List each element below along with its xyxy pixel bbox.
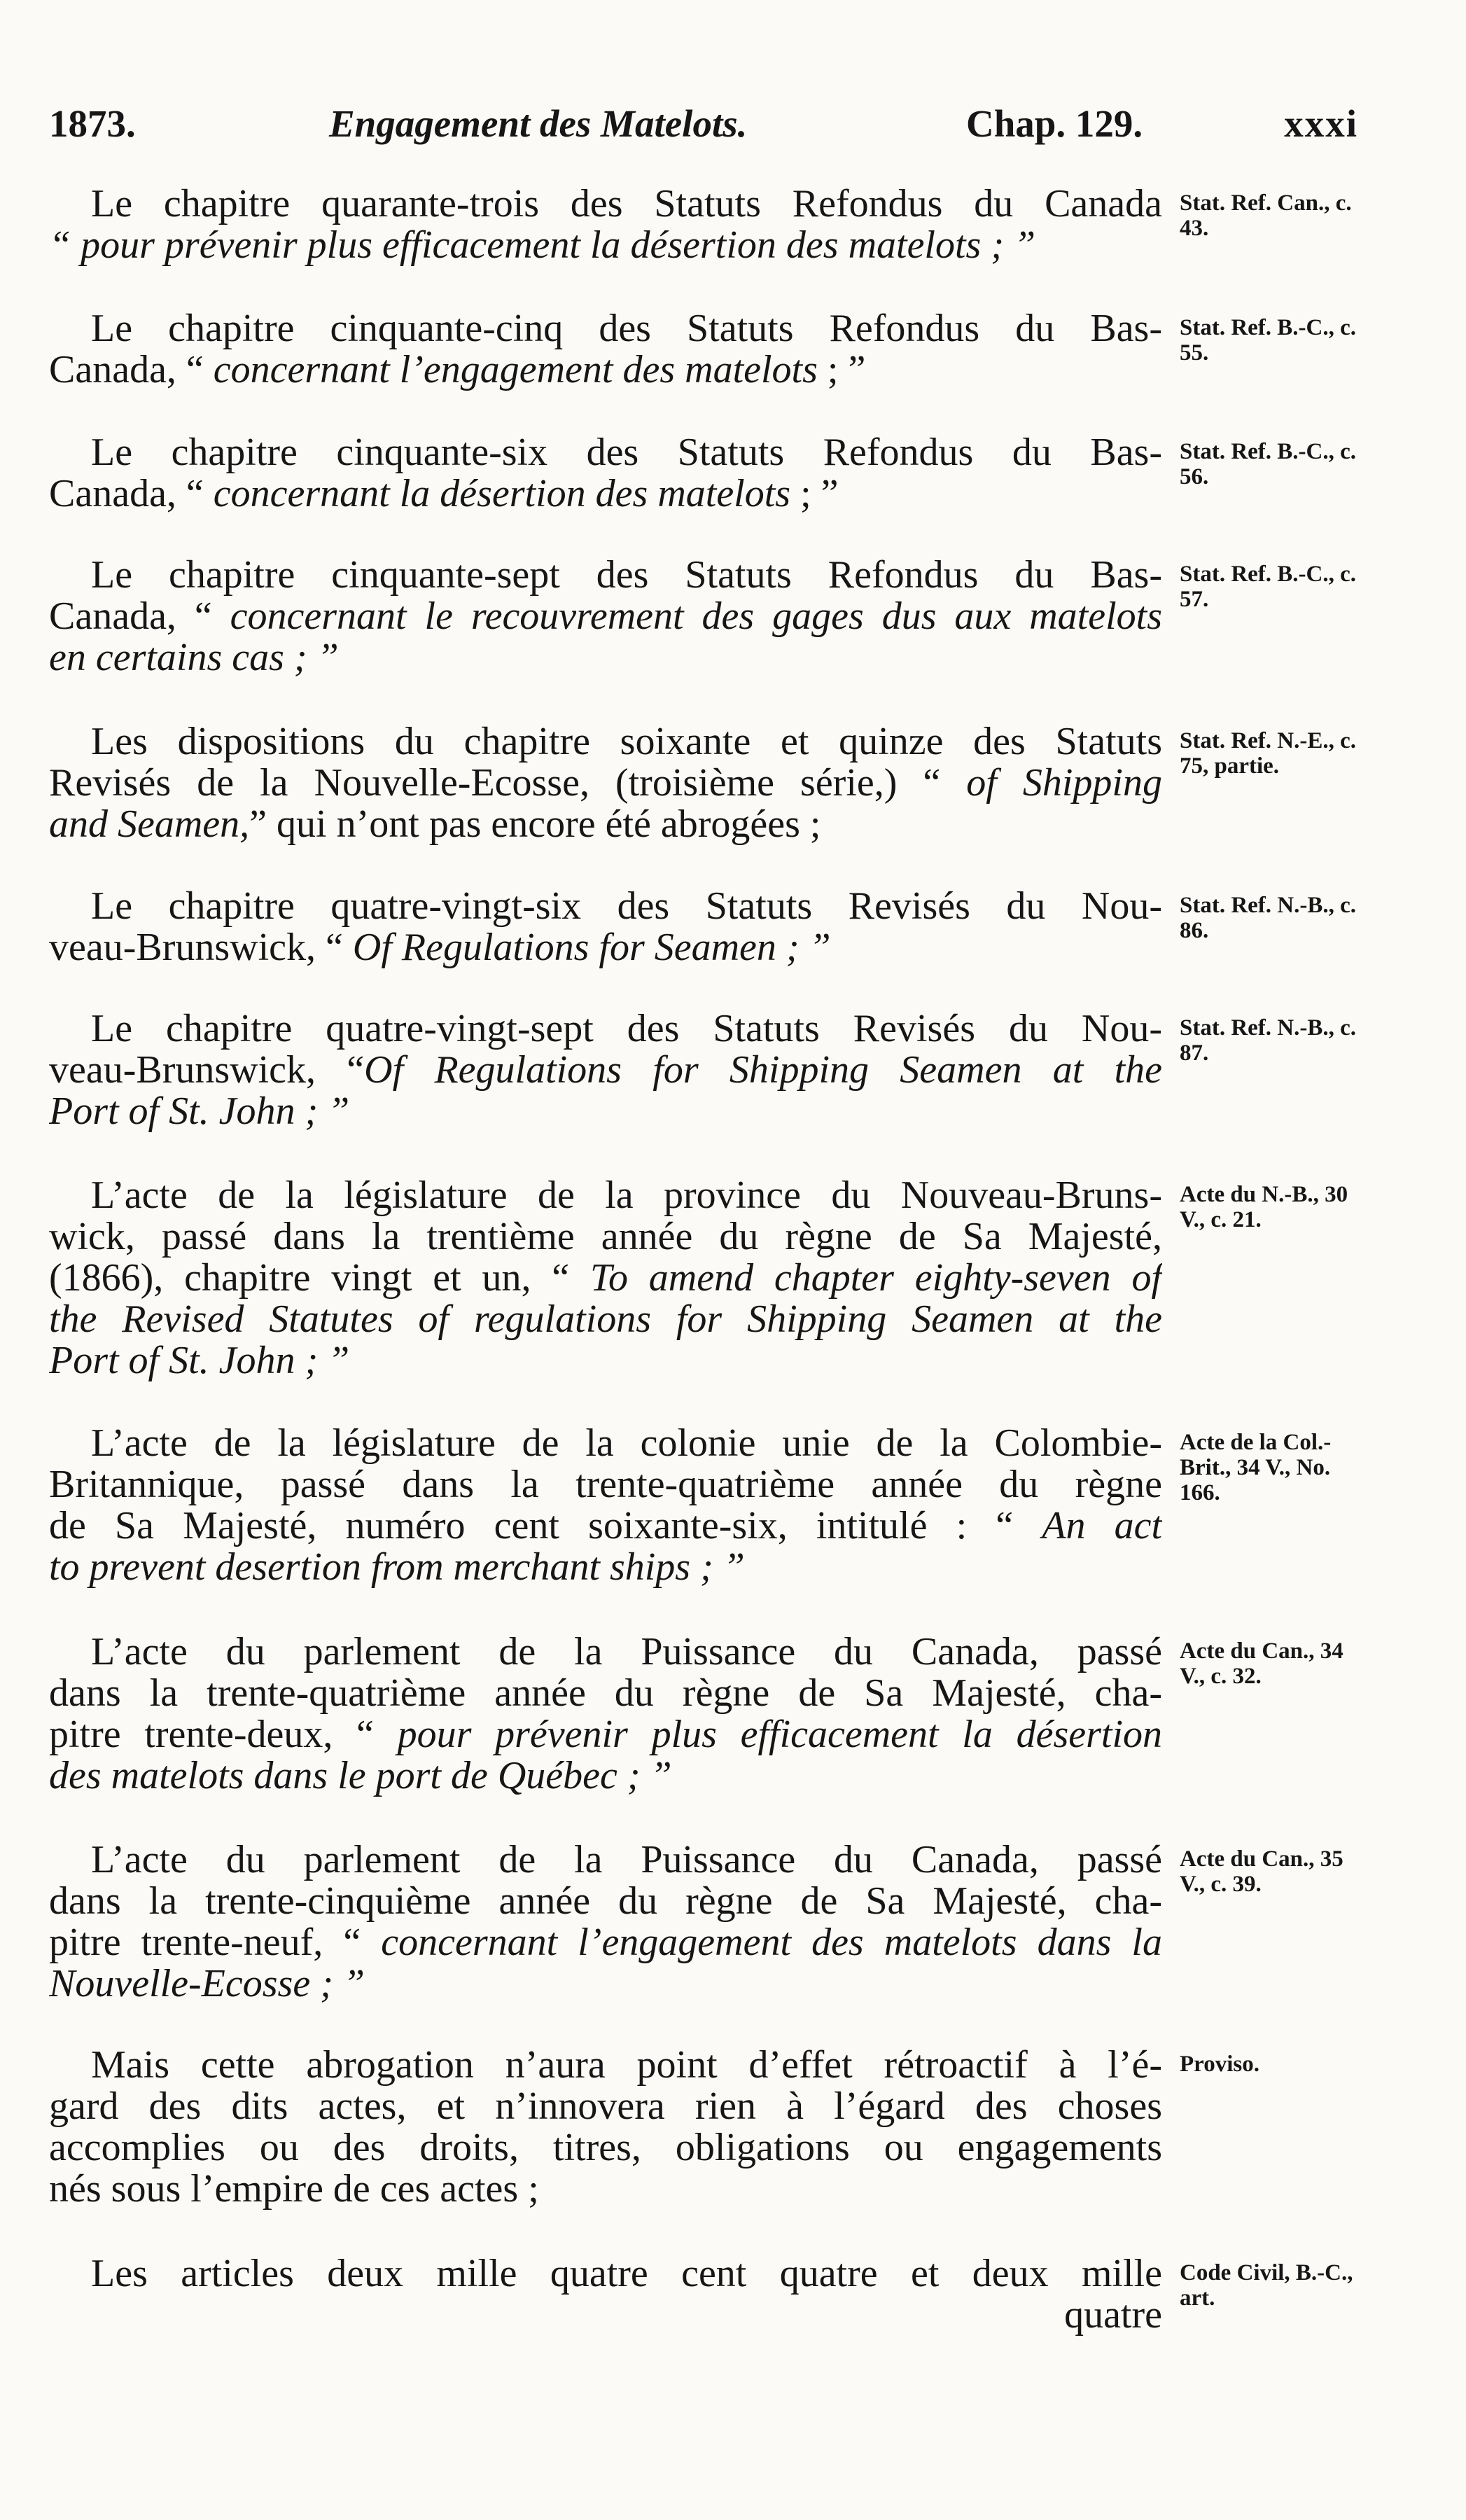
paragraph-3: Le chapitre cinquante-six des Statuts Refondus du Bas- Canada, “ concernant la désertion des matelots ; ” bbox=[49, 432, 1162, 515]
margin-note-4: Stat. Ref. B.-C., c. 57. bbox=[1180, 562, 1357, 612]
paragraph-9: L’acte de la législature de la colonie unie de la Colombie- Britannique, passé dans la trente-quatrième année du règne de Sa Majesté, numéro cent soixante-six, intitulé : “ An act to prevent desertion from merchant ships ; ” bbox=[49, 1423, 1162, 1588]
paragraph-5: Les dispositions du chapitre soixante et quinze des Statuts Revisés de la Nouvelle-Ecosse, (troisième série,) “ of Shipping and Seamen,” qui n’ont pas encore été abrogées ; bbox=[49, 721, 1162, 845]
margin-note-1: Stat. Ref. Can., c. 43. bbox=[1180, 190, 1352, 241]
margin-note-2: Stat. Ref. B.-C., c. 55. bbox=[1180, 315, 1357, 366]
paragraph-10: L’acte du parlement de la Puissance du Canada, passé dans la trente-quatrième année du règne de Sa Majesté, cha- pitre trente-deux, “ pour prévenir plus efficacement la désertion des matelots dans le port de Québec ; ” bbox=[49, 1631, 1162, 1797]
paragraph-1: Le chapitre quarante-trois des Statuts Refondus du Canada “ pour prévenir plus efficacement la désertion des matelots ; ” bbox=[49, 183, 1162, 266]
header-year: 1873. bbox=[49, 102, 136, 145]
paragraph-11: L’acte du parlement de la Puissance du Canada, passé dans la trente-cinquième année du règne de Sa Majesté, cha- pitre trente-neuf, “ concernant l’engagement des matelots dans la Nouvelle-Ecosse ; ” bbox=[49, 1839, 1162, 2005]
paragraph-2: Le chapitre cinquante-cinq des Statuts Refondus du Bas- Canada, “ concernant l’engagement des matelots ; ” bbox=[49, 308, 1162, 391]
paragraph-7: Le chapitre quatre-vingt-sept des Statuts Revisés du Nou- veau-Brunswick, “Of Regulations for Shipping Seamen at the Port of St. John ; ” bbox=[49, 1008, 1162, 1132]
margin-note-3: Stat. Ref. B.-C., c. 56. bbox=[1180, 439, 1357, 489]
running-header bbox=[49, 102, 1358, 158]
header-title: Engagement des Matelots. bbox=[329, 102, 748, 145]
margin-note-11: Acte du Can., 35 V., c. 39. bbox=[1180, 1846, 1343, 1897]
paragraph-13: Les articles deux mille quatre cent quatre et deux mille quatre bbox=[91, 2253, 1162, 2336]
header-chapter: Chap. 129. bbox=[966, 102, 1143, 145]
paragraph-8: L’acte de la législature de la province du Nouveau-Bruns- wick, passé dans la trentième année du règne de Sa Majesté, (1866), chapitre vingt et un, “ To amend chapter eighty-seven of the Revised Statutes of regulations for Shipping Seamen at the Port of St. John ; ” bbox=[49, 1175, 1162, 1381]
margin-note-7: Stat. Ref. N.-B., c. 87. bbox=[1180, 1015, 1357, 1066]
margin-note-5: Stat. Ref. N.-E., c. 75, partie. bbox=[1180, 728, 1357, 779]
paragraph-12: Mais cette abrogation n’aura point d’effet rétroactif à l’é- gard des dits actes, et n’innovera rien à l’égard des choses accomplies ou des droits, titres, obligations ou engagements nés sous l’empire de ces actes ; bbox=[49, 2045, 1162, 2210]
margin-note-13: Code Civil, B.-C., art. bbox=[1180, 2260, 1353, 2311]
paragraph-6: Le chapitre quatre-vingt-six des Statuts Revisés du Nou- veau-Brunswick, “ Of Regulations for Seamen ; ” bbox=[49, 886, 1162, 968]
margin-note-9: Acte de la Col.-Brit., 34 V., No. 166. bbox=[1180, 1430, 1332, 1505]
margin-note-10: Acte du Can., 34 V., c. 32. bbox=[1180, 1638, 1343, 1689]
margin-note-12: Proviso. bbox=[1180, 2052, 1259, 2077]
margin-note-6: Stat. Ref. N.-B., c. 86. bbox=[1180, 893, 1357, 943]
paragraph-4: Le chapitre cinquante-sept des Statuts Refondus du Bas- Canada, “ concernant le recouvrement des gages dus aux matelots en certains cas ; ” bbox=[49, 555, 1162, 678]
margin-note-8: Acte du N.-B., 30 V., c. 21. bbox=[1180, 1182, 1348, 1232]
header-page-number: xxxi bbox=[1284, 102, 1358, 145]
